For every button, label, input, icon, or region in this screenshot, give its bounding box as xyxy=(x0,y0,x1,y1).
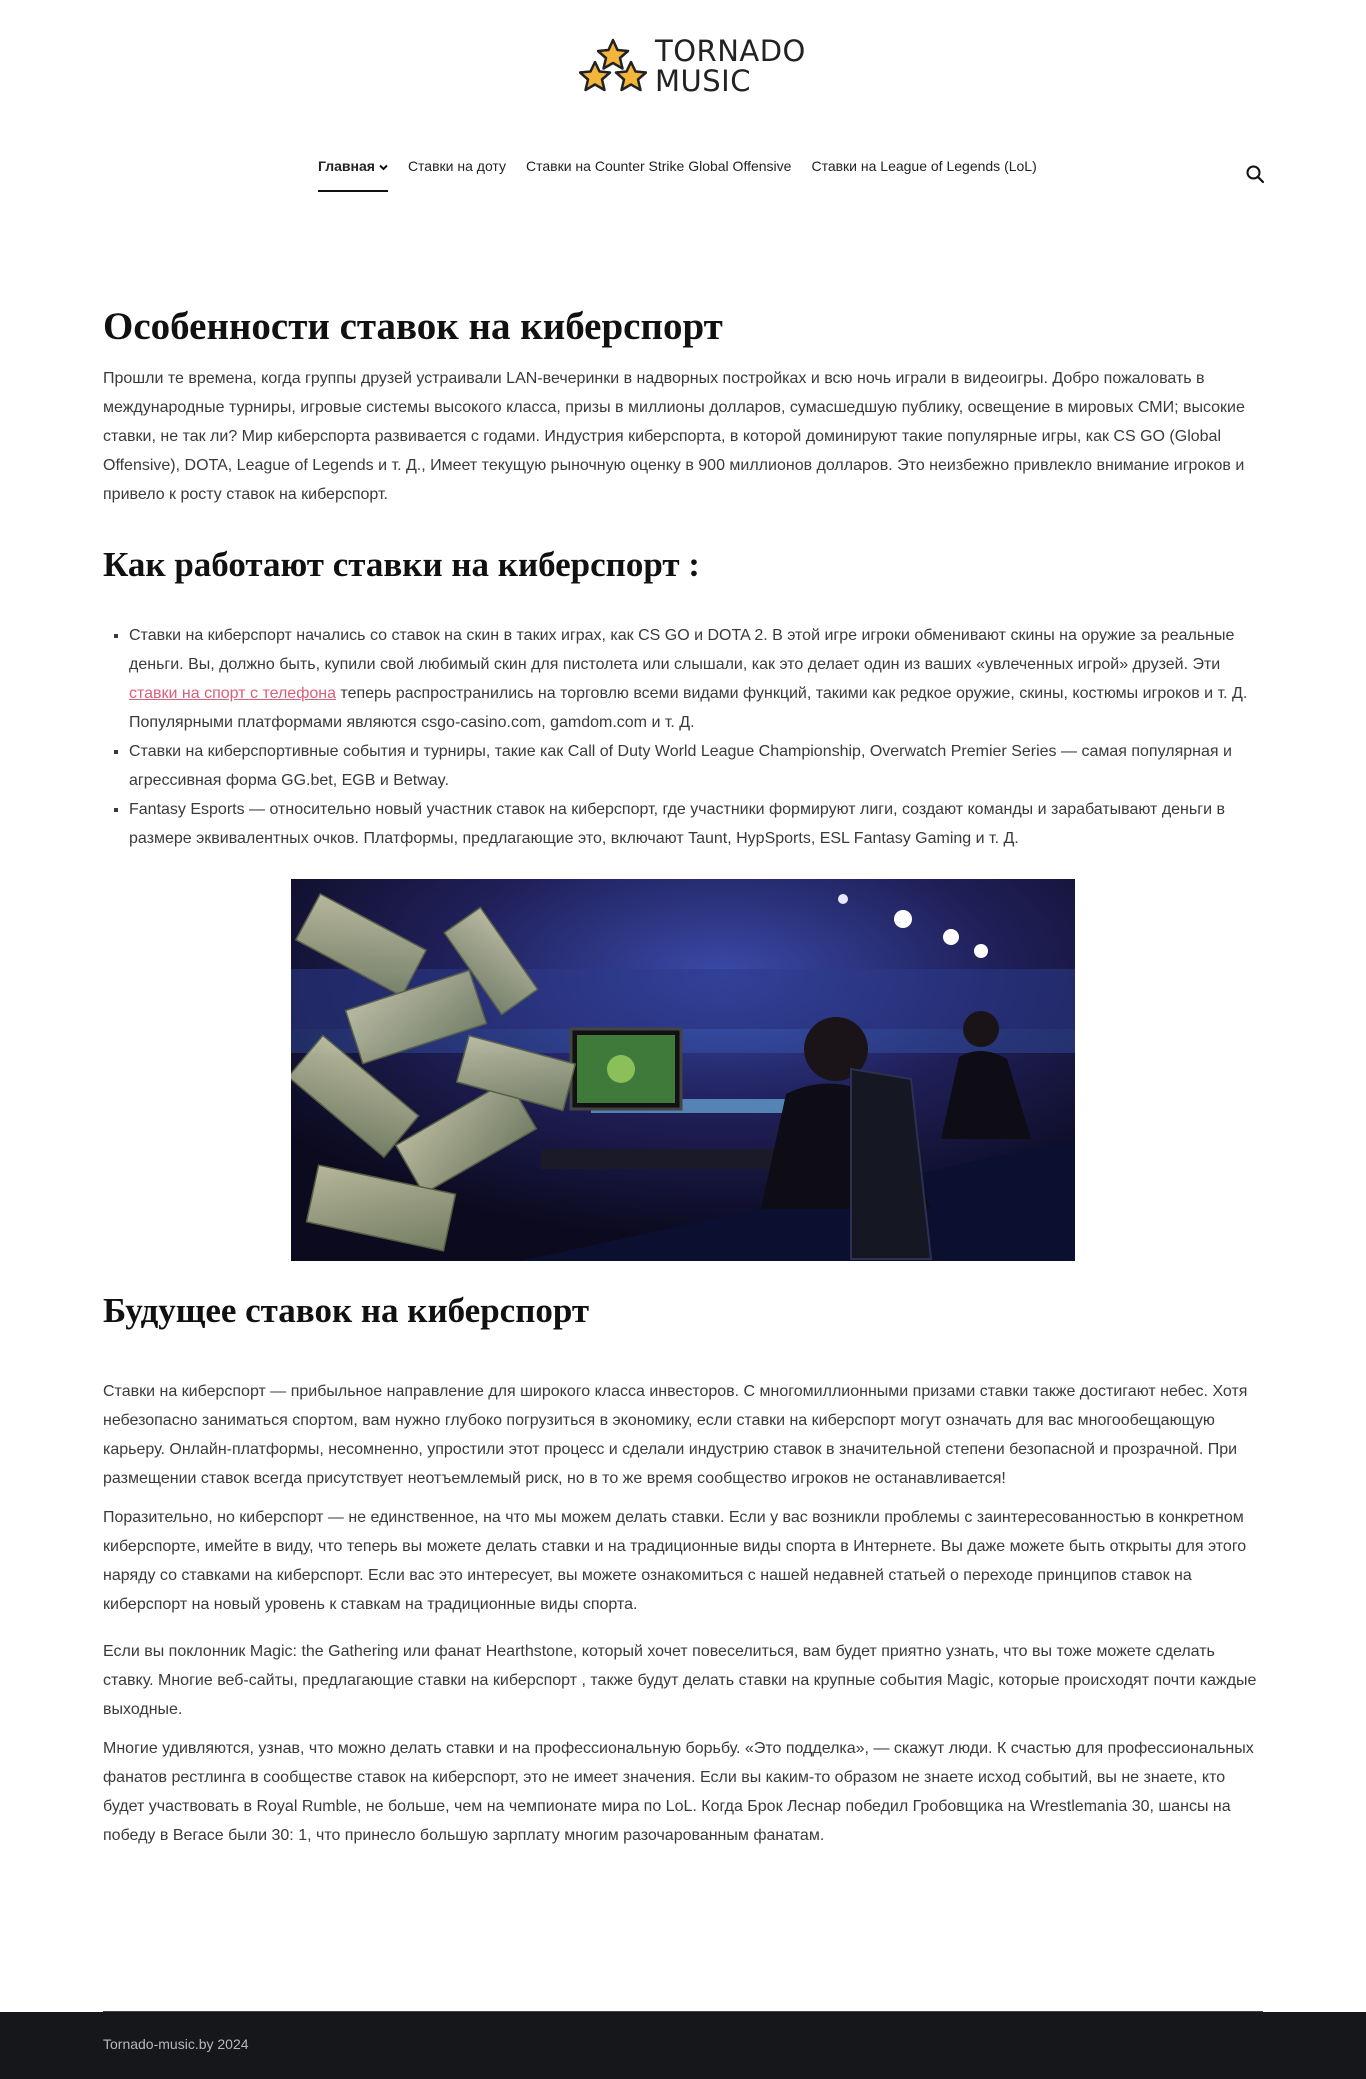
nav-item-label: Ставки на Counter Strike Global Offensive xyxy=(526,158,792,174)
list-item-text: теперь распространились на торговлю всеми видами функций, такими как редкое оружие, скины, костюмы игроков и т. Д. Популярными платформами являются csgo-casino.com, gamdom.com и т. Д. xyxy=(129,685,1248,731)
logo-line-2: MUSIC xyxy=(655,64,751,98)
nav-item-csgo[interactable] xyxy=(526,158,791,192)
list-item: ▪ Fantasy Esports — относительно новый участник ставок на киберспорт, где участники формируют лиги, создают команды и зарабатывают деньги в размере эквивалентных очков. Платформы, предлагающие это, включают Taunt, HypSports, ESL Fantasy Gaming и т. Д. xyxy=(129,795,1263,853)
footer-copyright: Tornado-music.by 2024 xyxy=(103,2036,249,2052)
paragraph-magic: Если вы поклонник Magic: the Gathering или фанат Hearthstone, который хочет повеселиться, вам будет приятно узнать, что вы тоже можете сделать ставку. Многие веб-сайты, предлагающие ставки на киберспорт , также будут делать ставки на крупные события Magic, которые происходят почти каждые выходные. xyxy=(103,1643,1257,1718)
nav-item-label: Ставки на доту xyxy=(407,158,506,174)
site-logo[interactable] xyxy=(579,36,806,96)
section-heading-future: Будущее ставок на киберспорт xyxy=(103,1291,590,1330)
list-item-text: Ставки на киберспорт начались со ставок на скин в таких играх, как CS GO и DOTA 2. В этой игре игроки обменивают скины на оружие за реальные деньги. Вы, должно быть, купили свой любимый скин для пистолета или слышали, как это делает один из ваших «увлеченных игрой» друзей. Эти xyxy=(129,627,1235,673)
nav-item-dota[interactable] xyxy=(408,158,506,192)
esports-hero-image xyxy=(291,879,1075,1261)
main-nav xyxy=(318,158,1037,192)
mobile-betting-link[interactable]: ставки на спорт с телефона xyxy=(129,685,336,702)
nav-item-label: Ставки на League of Legends (LoL) xyxy=(811,158,1037,174)
nav-item-lol[interactable] xyxy=(811,158,1036,192)
stars-logo-icon xyxy=(579,38,647,94)
list-item xyxy=(129,621,1263,737)
paragraph-wrestling: Многие удивляются, узнав, что можно делать ставки и на профессиональную борьбу. «Это подделка», — скажут люди. К счастью для профессиональных фанатов рестлинга в сообществе ставок на киберспорт, это не имеет значения. Если вы каким-то образом не знаете исход событий, вы не знаете, кто будет участвовать в Royal Rumble, не больше, чем на чемпионате мира по LoL. Когда Брок Леснар победил Гробовщика на Wrestlemania 30, шансы на победу в Вегасе были 30: 1, что принесло большую зарплату многим разочарованным фанатам. xyxy=(103,1740,1254,1844)
intro-paragraph: Прошли те времена, когда группы друзей устраивали LAN-вечеринки в надворных постройках и всю ночь играли в видеоигры. Добро пожаловать в международные турниры, игровые системы высокого класса, призы в миллионы долларов, сумасшедшую публику, освещение в мировых СМИ; высокие ставки, не так ли? Мир киберспорта развивается с годами. Индустрия киберспорта, в которой доминируют такие популярные игры, как CS GO (Global Offensive), DOTA, League of Legends и т. Д., Имеет текущую рыночную оценку в 900 миллионов долларов. Это неизбежно привлекло внимание игроков и привело к росту ставок на киберспорт. xyxy=(103,370,1245,503)
nav-item-home[interactable] xyxy=(318,158,388,192)
article xyxy=(103,300,1263,1850)
logo-text xyxy=(655,36,806,96)
search-icon xyxy=(1245,164,1265,184)
page-title: Особенности ставок на киберспорт xyxy=(103,305,723,348)
paragraph-investors: Ставки на киберспорт — прибыльное направление для широкого класса инвесторов. С многомиллионными призами ставки также достигают небес. Хотя небезопасно заниматься спортом, вам нужно глубоко погрузиться в экономику, если ставки на киберспорт могут означать для вас многообещающую карьеру. Онлайн-платформы, несомненно, упростили этот процесс и сделали индустрию ставок в значительной степени безопасной и прозрачной. При размещении ставок всегда присутствует неотъемлемый риск, но в то же время сообщество игроков не останавливается! xyxy=(103,1383,1248,1487)
chevron-down-icon xyxy=(379,162,388,174)
nav-item-label: Главная xyxy=(318,158,375,174)
betting-types-list xyxy=(103,621,1263,853)
paragraph-traditional-sports: Поразительно, но киберспорт — не единственное, на что мы можем делать ставки. Если у вас возникли проблемы с заинтересованностью в конкретном киберспорте, имейте в виду, что теперь вы можете делать ставки и на традиционные виды спорта в Интернете. Вы даже можете быть открыты для этого наряду со ставками на киберспорт. Если вас это интересует, вы можете ознакомиться с нашей недавней статьей о переходе принципов ставок на киберспорт на новый уровень к ставкам на традиционные виды спорта. xyxy=(103,1509,1247,1613)
section-heading-how: Как работают ставки на киберспорт : xyxy=(103,545,700,584)
list-item: ▪ Ставки на киберспортивные события и турниры, такие как Call of Duty World League Championship, Overwatch Premier Series — самая популярная и агрессивная форма GG.bet, EGB и Betway. xyxy=(129,737,1263,795)
search-button[interactable] xyxy=(1245,164,1267,186)
site-footer xyxy=(0,2012,1366,2079)
logo-line-1: TORNADO xyxy=(655,34,806,68)
